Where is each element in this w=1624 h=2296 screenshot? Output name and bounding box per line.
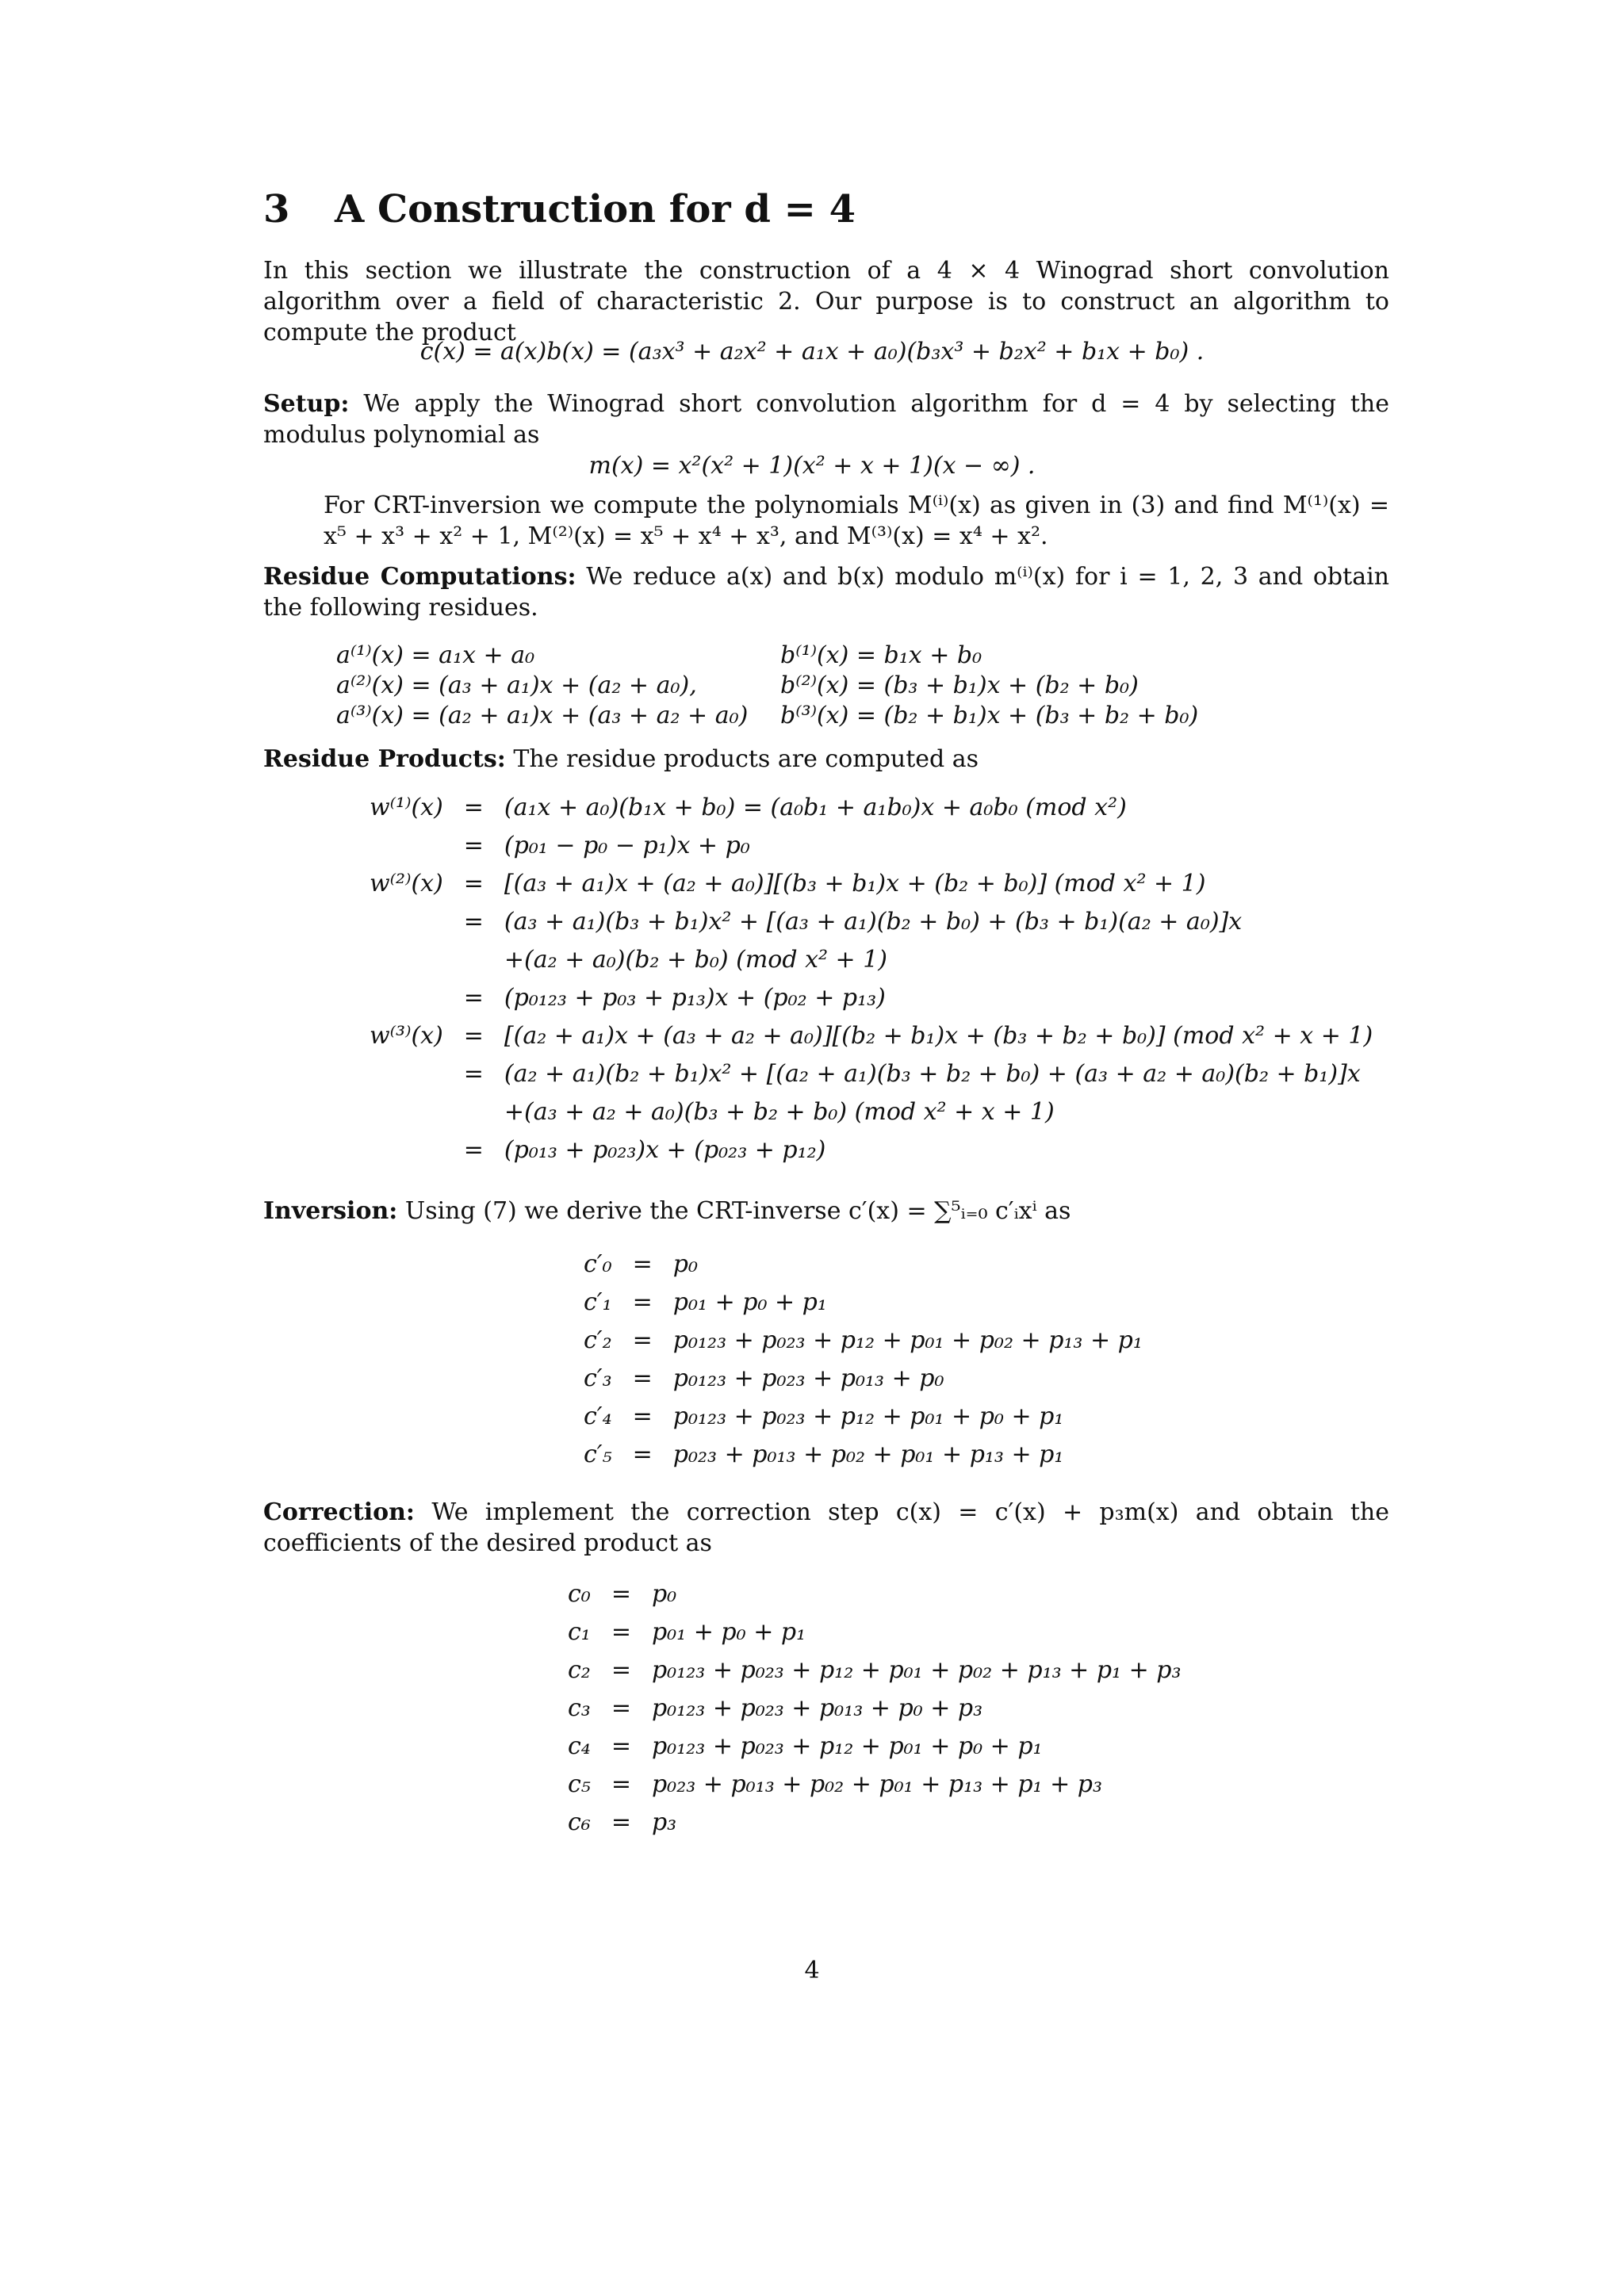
- section-title: A Construction for d = 4: [335, 187, 856, 232]
- inversion-row: [584, 1283, 1143, 1321]
- equation-lhs: c₆: [568, 1808, 591, 1836]
- equation-rhs: [(a₂ + a₁)x + (a₃ + a₂ + a₀)][(b₂ + b₁)x + (b₃ + b₂ + b₀)] (mod x² + x + 1): [504, 1021, 1373, 1050]
- equation-relation: =: [632, 1288, 653, 1316]
- equation-lhs: c₄: [568, 1732, 591, 1760]
- residue-product-row: [370, 978, 1373, 1016]
- correction-row: [568, 1575, 1182, 1613]
- residue-product-row: [370, 940, 1373, 978]
- equation-relation: =: [632, 1440, 653, 1468]
- residue-product-row: [370, 1131, 1373, 1169]
- equation-rhs: (p₀₁₂₃ + p₀₃ + p₁₃)x + (p₀₂ + p₁₃): [504, 983, 886, 1012]
- residue-computations-label: Residue Computations:: [263, 563, 576, 591]
- equation-rhs: (a₁x + a₀)(b₁x + b₀) = (a₀b₁ + a₁b₀)x + a₀b₀ (mod x²): [504, 793, 1127, 821]
- equation-rhs: p₀₁ + p₀ + p₁: [672, 1288, 827, 1316]
- equation-rhs: p₀₂₃ + p₀₁₃ + p₀₂ + p₀₁ + p₁₃ + p₁: [672, 1440, 1064, 1468]
- inversion-row: [584, 1359, 1143, 1397]
- modulus-equation: m(x) = x²(x² + 1)(x² + x + 1)(x − ∞) .: [588, 452, 1036, 480]
- section-heading: [263, 187, 856, 232]
- residue-computations-paragraph: [263, 561, 1389, 623]
- equation-lhs: [370, 1093, 464, 1131]
- equation-relation: =: [611, 1655, 631, 1684]
- inversion-row: [584, 1397, 1143, 1435]
- setup-paragraph: [263, 388, 1389, 450]
- inversion-equations: [584, 1245, 1143, 1473]
- equation-rhs: p₀₁₂₃ + p₀₂₃ + p₀₁₃ + p₀: [672, 1364, 944, 1392]
- equation-relation: [464, 940, 504, 978]
- equation-relation: =: [632, 1402, 653, 1430]
- equation-relation: =: [463, 1059, 484, 1088]
- equation-lhs: c′₀: [584, 1249, 612, 1278]
- equation-relation: =: [632, 1326, 653, 1354]
- page-number: 4: [804, 1957, 820, 1984]
- equation-relation: =: [463, 983, 484, 1012]
- crt-paragraph: For CRT-inversion we compute the polynomials M⁽ⁱ⁾(x) as given in (3) and find M⁽¹⁾(x) = x⁵ + x³ + x² + 1, M⁽²⁾(x) = x⁵ + x⁴ + x³, and M⁽³⁾(x) = x⁴ + x².: [324, 492, 1389, 550]
- equation-rhs: p₀₁₂₃ + p₀₂₃ + p₀₁₃ + p₀ + p₃: [651, 1693, 983, 1722]
- equation-lhs: c′₄: [584, 1402, 612, 1430]
- residue-b-1: b⁽¹⁾(x) = b₁x + b₀: [780, 641, 982, 669]
- equation-relation: =: [611, 1808, 631, 1836]
- inversion-row: [584, 1245, 1143, 1283]
- equation-relation: =: [611, 1693, 631, 1722]
- equation-relation: =: [611, 1770, 631, 1798]
- residue-product-row: [370, 902, 1373, 940]
- equation-rhs: p₀₂₃ + p₀₁₃ + p₀₂ + p₀₁ + p₁₃ + p₁ + p₃: [651, 1770, 1103, 1798]
- residues-a: [336, 641, 780, 731]
- equation-rhs: (a₂ + a₁)(b₂ + b₁)x² + [(a₂ + a₁)(b₃ + b₂ + b₀) + (a₃ + a₂ + a₀)(b₂ + b₁)]x: [504, 1059, 1361, 1088]
- residue-product-row: [370, 864, 1373, 902]
- equation-lhs: c₁: [568, 1617, 591, 1646]
- setup-label: Setup:: [263, 390, 350, 418]
- residues-b: [780, 641, 1256, 731]
- correction-row: [568, 1689, 1182, 1727]
- inversion-row: [584, 1435, 1143, 1473]
- equation-lhs: w⁽¹⁾(x): [370, 793, 443, 821]
- residue-product-row: [370, 1016, 1373, 1054]
- equation-relation: [464, 1093, 504, 1131]
- setup-text: We apply the Winograd short convolution algorithm for d = 4 by selecting the modulus polynomial as: [263, 390, 1389, 449]
- equation-rhs: p₀₁₂₃ + p₀₂₃ + p₁₂ + p₀₁ + p₀ + p₁: [672, 1402, 1064, 1430]
- correction-label: Correction:: [263, 1498, 416, 1526]
- residue-product-row: [370, 788, 1373, 826]
- residue-computations-text: We reduce a(x) and b(x) modulo m⁽ⁱ⁾(x) for i = 1, 2, 3 and obtain the following residues.: [263, 563, 1389, 622]
- residue-product-row: [370, 1093, 1373, 1131]
- inversion-text: Using (7) we derive the CRT-inverse c′(x) = ∑⁵ᵢ₌₀ c′ᵢxⁱ as: [404, 1197, 1071, 1225]
- equation-rhs: (p₀₁₃ + p₀₂₃)x + (p₀₂₃ + p₁₂): [504, 1135, 826, 1164]
- equation-lhs: [370, 1054, 464, 1093]
- residue-a-1: a⁽¹⁾(x) = a₁x + a₀: [336, 641, 535, 669]
- equation-relation: =: [632, 1364, 653, 1392]
- equation-lhs: [370, 902, 464, 940]
- equation-rhs: [(a₃ + a₁)x + (a₂ + a₀)][(b₃ + b₁)x + (b₂ + b₀)] (mod x² + 1): [504, 869, 1206, 897]
- equation-relation: =: [463, 831, 484, 859]
- inversion-row: [584, 1321, 1143, 1359]
- equation-rhs: (p₀₁ − p₀ − p₁)x + p₀: [504, 831, 750, 859]
- equation-lhs: [370, 978, 464, 1016]
- equation-rhs: (a₃ + a₁)(b₃ + b₁)x² + [(a₃ + a₁)(b₂ + b₀) + (b₃ + b₁)(a₂ + a₀)]x: [504, 907, 1243, 936]
- correction-paragraph: [263, 1497, 1389, 1559]
- correction-text: We implement the correction step c(x) = c′(x) + p₃m(x) and obtain the coefficients of the desired product as: [263, 1498, 1389, 1557]
- equation-lhs: [370, 1131, 464, 1169]
- equation-relation: =: [463, 793, 484, 821]
- equation-rhs: p₃: [651, 1808, 677, 1836]
- equation-rhs: p₀₁₂₃ + p₀₂₃ + p₁₂ + p₀₁ + p₀ + p₁: [651, 1732, 1043, 1760]
- equation-rhs: +(a₃ + a₂ + a₀)(b₃ + b₂ + b₀) (mod x² + x + 1): [504, 1097, 1055, 1126]
- section-number: 3: [263, 187, 290, 232]
- equation-relation: =: [463, 907, 484, 936]
- equation-lhs: w⁽³⁾(x): [370, 1021, 443, 1050]
- correction-row: [568, 1803, 1182, 1841]
- correction-row: [568, 1613, 1182, 1651]
- equation-lhs: c₀: [568, 1579, 591, 1608]
- equation-lhs: [370, 826, 464, 864]
- equation-lhs: c′₂: [584, 1326, 612, 1354]
- intro-paragraph: In this section we illustrate the construction of a 4 × 4 Winograd short convolution algorithm over a field of characteristic 2. Our purpose is to construct an algorithm to compute the product: [263, 257, 1389, 346]
- correction-row: [568, 1727, 1182, 1765]
- residue-products-label: Residue Products:: [263, 745, 506, 773]
- residue-products-text: The residue products are computed as: [513, 745, 979, 773]
- residue-b-3: b⁽³⁾(x) = (b₂ + b₁)x + (b₃ + b₂ + b₀): [780, 702, 1199, 729]
- correction-row: [568, 1765, 1182, 1803]
- equation-lhs: [370, 940, 464, 978]
- equation-rhs: p₀₁₂₃ + p₀₂₃ + p₁₂ + p₀₁ + p₀₂ + p₁₃ + p₁ + p₃: [651, 1655, 1182, 1684]
- equation-relation: =: [611, 1579, 631, 1608]
- equation-rhs: p₀: [651, 1579, 677, 1608]
- residue-product-row: [370, 1054, 1373, 1093]
- equation-relation: =: [611, 1732, 631, 1760]
- residue-products-paragraph: [263, 744, 1389, 775]
- equation-relation: =: [463, 869, 484, 897]
- equation-lhs: c₅: [568, 1770, 591, 1798]
- equation-lhs: c₃: [568, 1693, 591, 1722]
- equation-relation: =: [463, 1135, 484, 1164]
- equation-rhs: p₀₁₂₃ + p₀₂₃ + p₁₂ + p₀₁ + p₀₂ + p₁₃ + p₁: [672, 1326, 1143, 1354]
- equation-relation: =: [463, 1021, 484, 1050]
- equation-lhs: c′₅: [584, 1440, 612, 1468]
- inversion-paragraph: [263, 1196, 1389, 1226]
- equation-rhs: +(a₂ + a₀)(b₂ + b₀) (mod x² + 1): [504, 945, 888, 974]
- equation-lhs: w⁽²⁾(x): [370, 869, 443, 897]
- residue-b-2: b⁽²⁾(x) = (b₃ + b₁)x + (b₂ + b₀): [780, 672, 1139, 699]
- product-equation: c(x) = a(x)b(x) = (a₃x³ + a₂x² + a₁x + a₀)(b₃x³ + b₂x² + b₁x + b₀) .: [419, 338, 1205, 365]
- equation-relation: =: [611, 1617, 631, 1646]
- correction-row: [568, 1651, 1182, 1689]
- equation-rhs: p₀₁ + p₀ + p₁: [651, 1617, 806, 1646]
- correction-equations: [568, 1575, 1182, 1841]
- equation-lhs: c′₃: [584, 1364, 612, 1392]
- residue-products-equations: [370, 788, 1373, 1169]
- equation-relation: =: [632, 1249, 653, 1278]
- residue-product-row: [370, 826, 1373, 864]
- equation-lhs: c′₁: [584, 1288, 612, 1316]
- equation-rhs: p₀: [672, 1249, 699, 1278]
- residue-a-2: a⁽²⁾(x) = (a₃ + a₁)x + (a₂ + a₀),: [336, 672, 697, 699]
- inversion-label: Inversion:: [263, 1197, 398, 1225]
- equation-lhs: c₂: [568, 1655, 591, 1684]
- residue-a-3: a⁽³⁾(x) = (a₂ + a₁)x + (a₃ + a₂ + a₀): [336, 702, 749, 729]
